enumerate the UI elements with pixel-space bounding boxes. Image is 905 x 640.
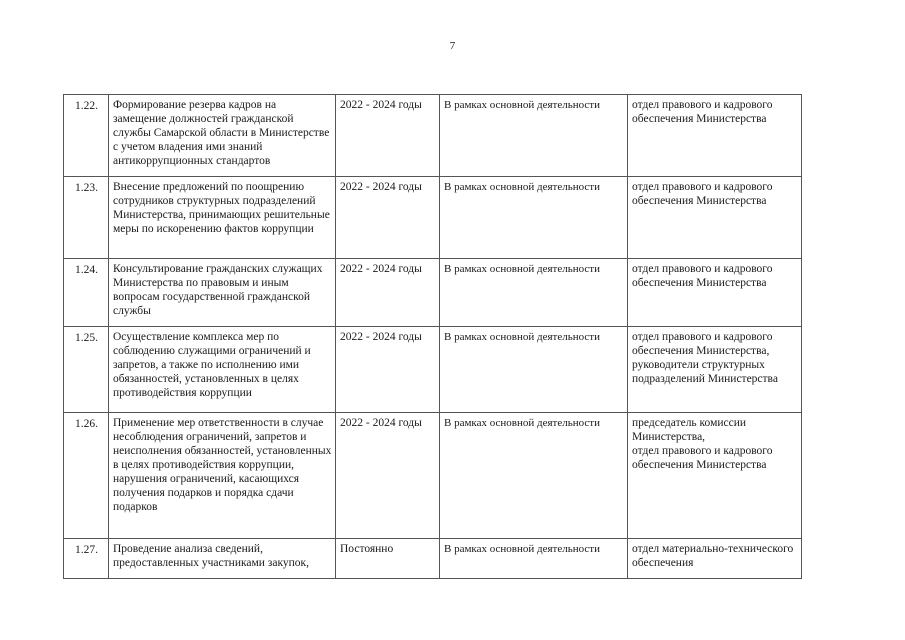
responsible-cell	[628, 327, 802, 413]
responsible-text: отдел правового и кадрового обеспечения Министерства	[632, 99, 773, 125]
period-text: 2022 - 2024 годы	[336, 259, 440, 327]
period-text: 2022 - 2024 годы	[336, 413, 440, 539]
table-row	[64, 177, 802, 259]
period-text: 2022 - 2024 годы	[336, 177, 440, 259]
row-number: 1.25.	[64, 327, 109, 413]
row-number: 1.26.	[64, 413, 109, 539]
responsible-text: отдел материально-технического обеспечения	[632, 543, 794, 569]
row-number: 1.27.	[64, 539, 109, 579]
table-row	[64, 327, 802, 413]
event-text: Проведение анализа сведений, предоставленных участниками закупок,	[109, 539, 336, 579]
responsible-text: председатель комиссии Министерства,	[632, 417, 747, 443]
funding-text: В рамках основной деятельности	[440, 259, 628, 327]
table-row	[64, 95, 802, 177]
event-text: Внесение предложений по поощрению сотрудников структурных подразделений Министерства, принимающих решительные меры по искоренению фактов коррупции	[109, 177, 336, 259]
page-number: 7	[449, 40, 456, 52]
responsible-cell	[628, 539, 802, 579]
row-number: 1.23.	[64, 177, 109, 259]
responsible-text: отдел правового и кадрового обеспечения Министерства	[632, 445, 773, 471]
event-text: Применение мер ответственности в случае несоблюдения ограничений, запретов и неисполнения обязанностей, установленных в целях противодействия коррупции, нарушения ограничений, касающихся получения подарков и порядка сдачи подарков	[109, 413, 336, 539]
period-text: 2022 - 2024 годы	[336, 327, 440, 413]
funding-text: В рамках основной деятельности	[440, 413, 628, 539]
funding-text: В рамках основной деятельности	[440, 177, 628, 259]
responsible-text: отдел правового и кадрового обеспечения Министерства, руководители структурных подразделений Министерства	[632, 331, 778, 385]
responsible-cell	[628, 259, 802, 327]
responsible-text: отдел правового и кадрового обеспечения Министерства	[632, 263, 773, 289]
row-number: 1.22.	[64, 95, 109, 177]
responsible-cell	[628, 95, 802, 177]
table-row	[64, 413, 802, 539]
plan-table	[63, 94, 802, 579]
funding-text: В рамках основной деятельности	[440, 539, 628, 579]
responsible-cell	[628, 413, 802, 539]
table-row	[64, 259, 802, 327]
responsible-cell	[628, 177, 802, 259]
period-text: Постоянно	[336, 539, 440, 579]
responsible-text: отдел правового и кадрового обеспечения Министерства	[632, 181, 773, 207]
funding-text: В рамках основной деятельности	[440, 327, 628, 413]
event-text: Формирование резерва кадров на замещение должностей гражданской службы Самарской области в Министерстве с учетом владения ими знаний антикоррупционных стандартов	[109, 95, 336, 177]
event-text: Консультирование гражданских служащих Министерства по правовым и иным вопросам государственной гражданской службы	[109, 259, 336, 327]
table-row	[64, 539, 802, 579]
funding-text: В рамках основной деятельности	[440, 95, 628, 177]
event-text: Осуществление комплекса мер по соблюдению служащими ограничений и запретов, а также по исполнению ими обязанностей, установленных в целях противодействия коррупции	[109, 327, 336, 413]
period-text: 2022 - 2024 годы	[336, 95, 440, 177]
row-number: 1.24.	[64, 259, 109, 327]
